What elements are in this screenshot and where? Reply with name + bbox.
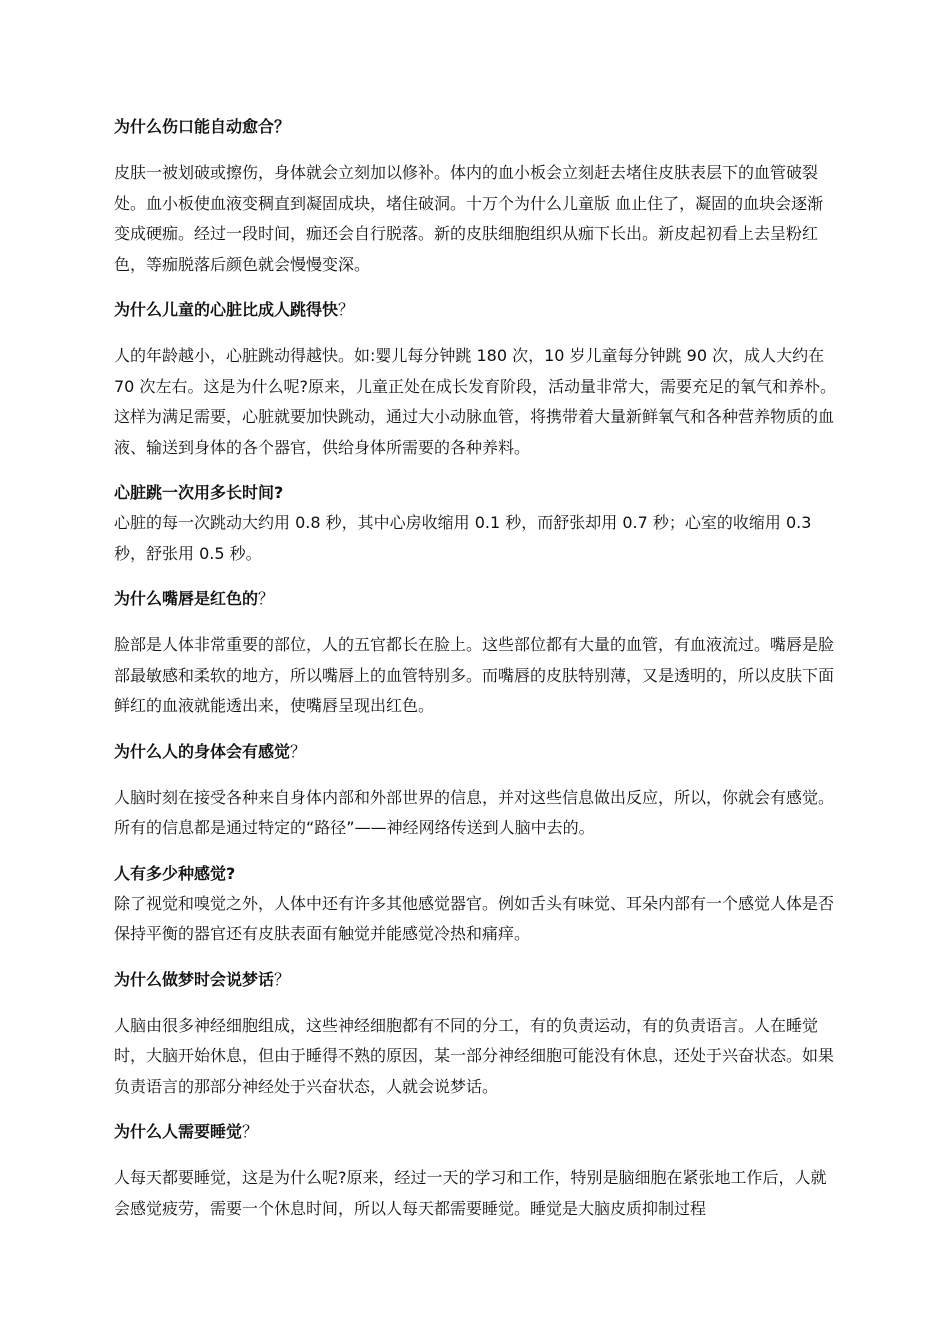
- section-body: 人脑时刻在接受各种来自身体内部和外部世界的信息，并对这些信息做出反应，所以，你就会有感觉。所有的信息都是通过特定的“路径”——神经网络传送到人脑中去的。: [114, 787, 835, 837]
- section-body: 人脑由很多神经细胞组成，这些神经细胞都有不同的分工，有的负责运动，有的负责语言。人在睡觉时，大脑开始休息，但由于睡得不熟的原因，某一部分神经细胞可能没有休息，还处于兴奋状态。如果负责语言的那部分神经处于兴奋状态，人就会说梦话。: [114, 1015, 835, 1096]
- section-heading: [114, 737, 836, 767]
- section-wound-healing: [114, 112, 836, 280]
- heading-question-mark: ？: [338, 300, 355, 319]
- section-heartbeat-duration: [114, 478, 836, 569]
- section-heading: [114, 965, 836, 995]
- section-child-heart-rate: [114, 295, 836, 463]
- heading-text: 心脏跳一次用多长时间?: [114, 483, 284, 502]
- heading-question-mark: ？: [274, 969, 291, 989]
- heading-text: 为什么伤口能自动愈合？: [114, 117, 291, 136]
- heading-text: 人有多少种感觉?: [114, 863, 236, 883]
- section-sleep-talking: [114, 965, 836, 1103]
- heading-text: 为什么人需要睡觉: [114, 1122, 243, 1141]
- section-heading: [114, 859, 836, 889]
- section-heading: [114, 584, 836, 614]
- section-red-lips: [114, 584, 836, 722]
- heading-text: 为什么嘴唇是红色的: [114, 589, 259, 608]
- section-heading: [114, 478, 836, 508]
- section-heading: [114, 1117, 836, 1147]
- heading-text: 为什么做梦时会说梦话: [114, 969, 275, 989]
- section-body: 除了视觉和嗅觉之外，人体中还有许多其他感觉器官。例如舌头有味觉、耳朵内部有一个感觉人体是否保持平衡的器官还有皮肤表面有触觉并能感觉冷热和痛痒。: [114, 893, 835, 943]
- section-body: 人的年龄越小，心脏跳动得越快。如:婴儿每分钟跳 180 次，10 岁儿童每分钟跳 90 次，成人大约在 70 次左右。这是为什么呢?原来，儿童正处在成长发育阶段，活动量非常大，需要充足的氧气和养朴。这样为满足需要，心脏就要加快跳动，通过大小动脉血管，将携带着大量新鲜氧气和各种营养物质的血液、输送到身体的各个器官，供给身体所需要的各种养料。: [114, 346, 836, 457]
- heading-question-mark: ？: [258, 589, 275, 608]
- section-need-sleep: [114, 1117, 836, 1224]
- heading-question-mark: ？: [242, 1122, 259, 1141]
- section-body: 皮肤一被划破或擦伤，身体就会立刻加以修补。体内的血小板会立刻赶去堵住皮肤表层下的血管破裂处。血小板使血液变稠直到凝固成块，堵住破洞。十万个为什么儿童版 血止住了，凝固的血块会逐渐变成硬痂。经过一段时间，痂还会自行脱落。新的皮肤细胞组织从痂下长出。新皮起初看上去呈粉红色，等痂脱落后颜色就会慢慢变深。: [114, 163, 824, 274]
- section-number-of-senses: [114, 859, 836, 950]
- section-heading: [114, 295, 836, 325]
- section-body: 心脏的每一次跳动大约用 0.8 秒，其中心房收缩用 0.1 秒，而舒张却用 0.7 秒；心室的收缩用 0.3 秒，舒张用 0.5 秒。: [114, 513, 812, 563]
- section-heading: [114, 112, 836, 142]
- heading-text: 为什么儿童的心脏比成人跳得快: [114, 300, 339, 319]
- section-body-sensation: [114, 737, 836, 844]
- document-content: [114, 112, 836, 1224]
- heading-text: 为什么人的身体会有感觉: [114, 741, 291, 761]
- section-body: 人每天都要睡觉，这是为什么呢?原来，经过一天的学习和工作，特别是脑细胞在紧张地工作后，人就会感觉疲劳，需要一个休息时间，所以人每天都需要睡觉。睡觉是大脑皮质抑制过程: [114, 1168, 827, 1218]
- section-body: 脸部是人体非常重要的部位，人的五官都长在脸上。这些部位都有大量的血管，有血液流过。嘴唇是脸部最敏感和柔软的地方，所以嘴唇上的血管特别多。而嘴唇的皮肤特别薄，又是透明的，所以皮肤下面鲜红的血液就能透出来，使嘴唇呈现出红色。: [114, 635, 835, 715]
- heading-question-mark: ？: [290, 741, 307, 761]
